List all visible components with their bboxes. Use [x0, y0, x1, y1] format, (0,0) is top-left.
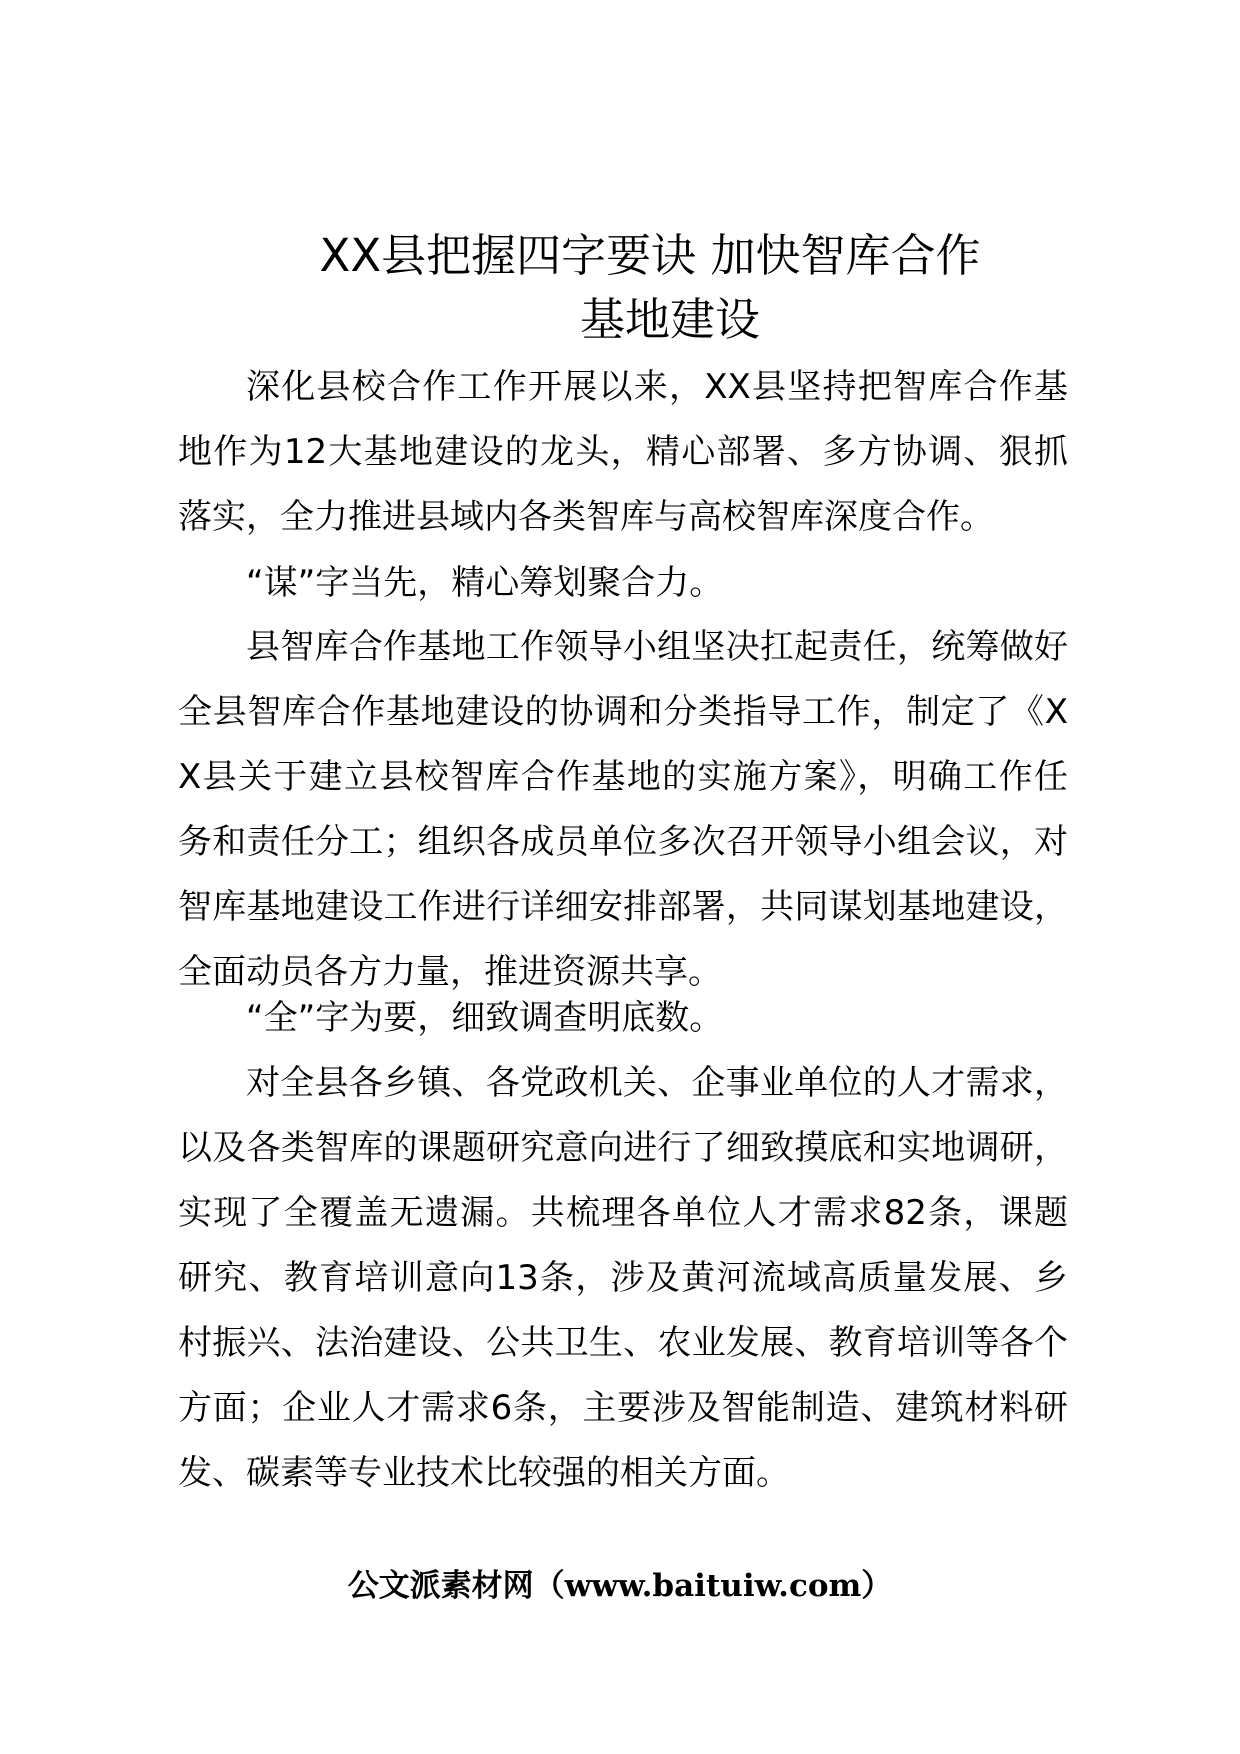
- section-heading-mou: “谋”字当先，精心筹划聚合力。: [246, 563, 724, 603]
- document-title-line-1: XX县把握四字要诀 加快智库合作: [319, 229, 981, 282]
- paragraph-mou: 县智库合作基地工作领导小组坚决扛起责任，统筹做好全县智库合作基地建设的协调和分类指导工作，制定了《XX县关于建立县校智库合作基地的实施方案》，明确工作任务和责任分工；组织各成员单位多次召开领导小组会议，对智库基地建设工作进行详细安排部署，共同谋划基地建设，全面动员各方力量，推进资源共享。: [178, 627, 1068, 992]
- section-heading-quan: “全”字为要，细致调查明底数。: [246, 998, 724, 1038]
- paragraph-intro: 深化县校合作工作开展以来，XX县坚持把智库合作基地作为12大基地建设的龙头，精心部署、多方协调、狠抓落实，全力推进县域内各类智库与高校智库深度合作。: [178, 367, 1068, 537]
- footer-watermark-text: 公文派素材网（www.baituiw.com）: [347, 1568, 893, 1604]
- document-title-line-2: 基地建设: [579, 293, 760, 346]
- paragraph-quan: 对全县各乡镇、各党政机关、企事业单位的人才需求，以及各类智库的课题研究意向进行了细致摸底和实地调研，实现了全覆盖无遗漏。共梳理各单位人才需求82条，课题研究、教育培训意向13条，涉及黄河流域高质量发展、乡村振兴、法治建设、公共卫生、农业发展、教育培训等各个方面；企业人才需求6条，主要涉及智能制造、建筑材料研发、碳素等专业技术比较强的相关方面。: [178, 1063, 1068, 1493]
